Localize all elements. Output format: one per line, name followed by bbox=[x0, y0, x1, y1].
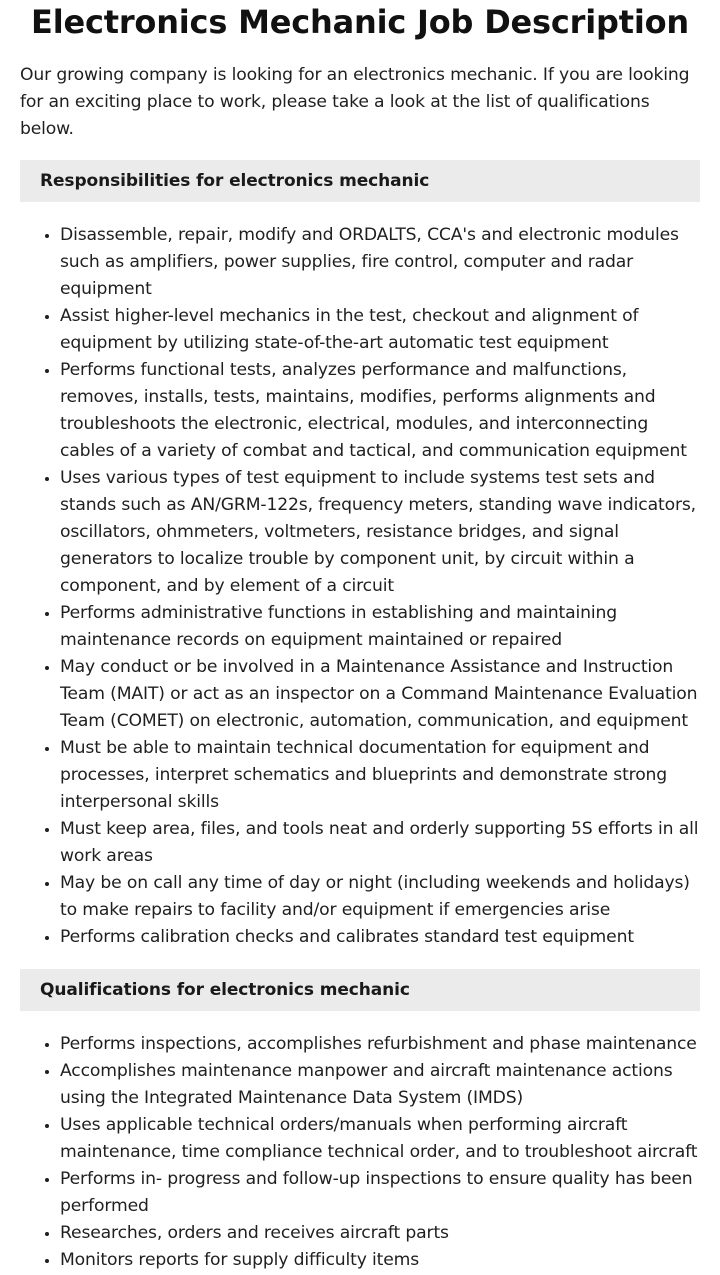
intro-paragraph: Our growing company is looking for an electronics mechanic. If you are looking for an exciting place to work, please take a look at the list of qualifications below. bbox=[20, 65, 690, 139]
list-item: • Must keep area, files, and tools neat and orderly supporting 5S efforts in all work areas bbox=[60, 816, 700, 870]
list-item: • Monitors reports for supply difficulty items bbox=[60, 1247, 700, 1274]
list-item: • Performs administrative functions in establishing and maintaining maintenance records on equipment maintained or repaired bbox=[60, 600, 700, 654]
qualifications-heading: Qualifications for electronics mechanic bbox=[20, 969, 700, 1011]
list-item: • Assist higher-level mechanics in the test, checkout and alignment of equipment by utilizing state-of-the-art automatic test equipment bbox=[60, 303, 700, 357]
list-item: • Researches, orders and receives aircraft parts bbox=[60, 1220, 700, 1247]
list-item: • Performs in- progress and follow-up inspections to ensure quality has been performed bbox=[60, 1166, 700, 1220]
responsibilities-list bbox=[20, 222, 700, 951]
responsibilities-heading: Responsibilities for electronics mechanic bbox=[20, 160, 700, 202]
list-item: • May conduct or be involved in a Maintenance Assistance and Instruction Team (MAIT) or act as an inspector on a Command Maintenance Evaluation Team (COMET) on electronic, automation, communication, and equipment bbox=[60, 654, 700, 735]
list-item: • Disassemble, repair, modify and ORDALTS, CCA's and electronic modules such as amplifiers, power supplies, fire control, computer and radar equipment bbox=[60, 222, 700, 303]
qualifications-list bbox=[20, 1031, 700, 1274]
list-item: • Performs calibration checks and calibrates standard test equipment bbox=[60, 924, 700, 951]
page-title: Electronics Mechanic Job Description bbox=[31, 3, 689, 41]
list-item: • Must be able to maintain technical documentation for equipment and processes, interpret schematics and blueprints and demonstrate strong interpersonal skills bbox=[60, 735, 700, 816]
list-item: • May be on call any time of day or night (including weekends and holidays) to make repairs to facility and/or equipment if emergencies arise bbox=[60, 870, 700, 924]
list-item: • Accomplishes maintenance manpower and aircraft maintenance actions using the Integrated Maintenance Data System (IMDS) bbox=[60, 1058, 700, 1112]
list-item: • Uses applicable technical orders/manuals when performing aircraft maintenance, time compliance technical order, and to troubleshoot aircraft bbox=[60, 1112, 700, 1166]
list-item: • Performs inspections, accomplishes refurbishment and phase maintenance bbox=[60, 1031, 700, 1058]
list-item: • Performs functional tests, analyzes performance and malfunctions, removes, installs, tests, maintains, modifies, performs alignments and troubleshoots the electronic, electrical, modules, and interconnecting cables of a variety of combat and tactical, and communication equipment bbox=[60, 357, 700, 465]
list-item: • Uses various types of test equipment to include systems test sets and stands such as AN/GRM-122s, frequency meters, standing wave indicators, oscillators, ohmmeters, voltmeters, resistance bridges, and signal generators to localize trouble by component unit, by circuit within a component, and by element of a circuit bbox=[60, 465, 700, 600]
